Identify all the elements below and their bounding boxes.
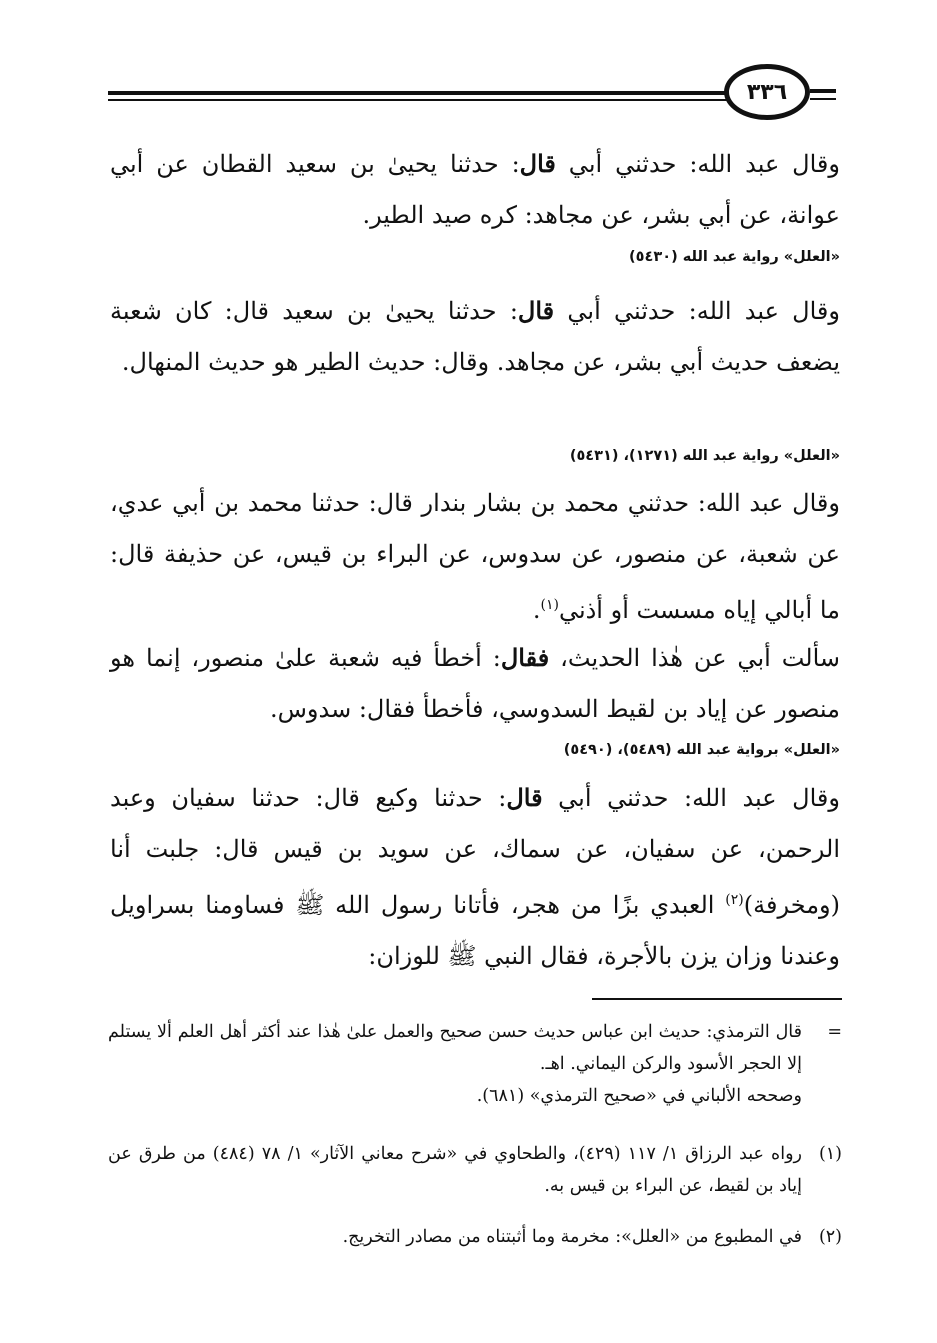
footnote-line: قال الترمذي: حديث ابن عباس حديث حسن صحيح والعمل علىٰ هٰذا عند أكثر أهل العلم ألا يستلم إلا الحجر الأسود والركن اليماني. اهـ. <box>108 1022 802 1074</box>
footnote-body <box>108 1221 802 1253</box>
footnote-line: وصححه الألباني في «صحيح الترمذي» (٦٨١). <box>476 1086 802 1106</box>
paragraph-text: العبدي بزًا من هجر، فأتانا رسول الله ﷺ فساومنا بسراويل وعندنا وزان يزن بالأجرة، فقال النبي ﷺ للوزان: <box>110 891 840 970</box>
footnote-body <box>108 1138 802 1202</box>
header-rule-tail-thin <box>810 98 836 100</box>
paragraph-text: : أخطأ فيه شعبة علىٰ منصور، إنما هو منصور عن إياد بن لقيط السدوسي، فأخطأ فقال: سدوس. <box>110 644 840 723</box>
paragraph-3 <box>110 478 840 636</box>
paragraph-text: وقال عبد الله: حدثني أبي <box>555 150 840 178</box>
footnote-ref-1[interactable]: (١) <box>540 597 559 613</box>
source-citation-3: «العلل» برواية عبد الله (٥٤٨٩)، (٥٤٩٠) <box>563 742 840 758</box>
source-citation-2: «العلل» رواية عبد الله (١٢٧١)، (٥٤٣١) <box>569 448 840 464</box>
footnote-body <box>108 1016 802 1112</box>
footnote-continued <box>108 1016 842 1112</box>
source-citation-1: «العلل» رواية عبد الله (٥٤٣٠) <box>629 249 840 265</box>
footnote-ref-2[interactable]: (٢) <box>725 892 744 908</box>
paragraph-bold: فقال <box>500 643 550 672</box>
paragraph-text: : حدثنا يحيىٰ بن سعيد قال: كان شعبة يضعف حديث أبي بشر، عن مجاهد. وقال: حديث الطير هو حديث المنهال. <box>110 297 840 376</box>
footnote-mark: (٢) <box>818 1227 842 1247</box>
footnote-1 <box>108 1138 842 1202</box>
paragraph-text: وقال عبد الله: حدثني أبي <box>542 784 840 812</box>
paragraph-bold: قال <box>506 783 543 812</box>
paragraph-2 <box>110 285 840 388</box>
paragraph-text: وقال عبد الله: حدثني أبي <box>554 297 840 325</box>
header-rule-tail-thick <box>810 89 836 93</box>
paragraph-text: وقال عبد الله: حدثني محمد بن بشار بندار قال: حدثنا محمد بن أبي عدي، عن شعبة، عن منصور، عن سدوس، عن البراء بن قيس، عن حذيفة قال: ما أبالي إياه مسست أو أذني <box>110 489 840 624</box>
paragraph-1 <box>110 138 840 241</box>
paragraph-text: : حدثنا وكيع قال: حدثنا سفيان وعبد الرحمن، عن سفيان، عن سماك، عن سويد بن قيس قال: جلبت أنا (ومخرفة) <box>110 784 840 919</box>
paragraph-text: : حدثنا يحيىٰ بن سعيد القطان عن أبي عوانة، عن أبي بشر، عن مجاهد: كره صيد الطير. <box>110 150 840 229</box>
header-rule-thin <box>108 99 728 101</box>
page-number-text: ٣٣٦ <box>746 79 788 105</box>
footnote-2 <box>108 1221 842 1253</box>
paragraph-text: . <box>532 596 541 624</box>
paragraph-bold: قال <box>517 296 555 325</box>
paragraph-bold: قال <box>519 149 556 178</box>
footnote-line: رواه عبد الرزاق ١/ ١١٧ (٤٢٩)، والطحاوي في «شرح معاني الآثار» ١/ ٧٨ (٤٨٤) من طرق عن إياد بن لقيط، عن البراء بن قيس به. <box>108 1144 802 1196</box>
footnote-mark: = <box>827 1022 842 1042</box>
page-number <box>724 64 810 120</box>
header-rule-thick <box>108 91 728 95</box>
footnote-line: في المطبوع من «العلل»: مخرمة وما أثبتناه من مصادر التخريج. <box>342 1227 802 1247</box>
footnote-separator <box>592 998 842 1000</box>
footnote-mark: (١) <box>818 1144 842 1164</box>
paragraph-5 <box>110 772 840 982</box>
paragraph-4 <box>110 632 840 735</box>
paragraph-text: سألت أبي عن هٰذا الحديث، <box>549 644 840 672</box>
